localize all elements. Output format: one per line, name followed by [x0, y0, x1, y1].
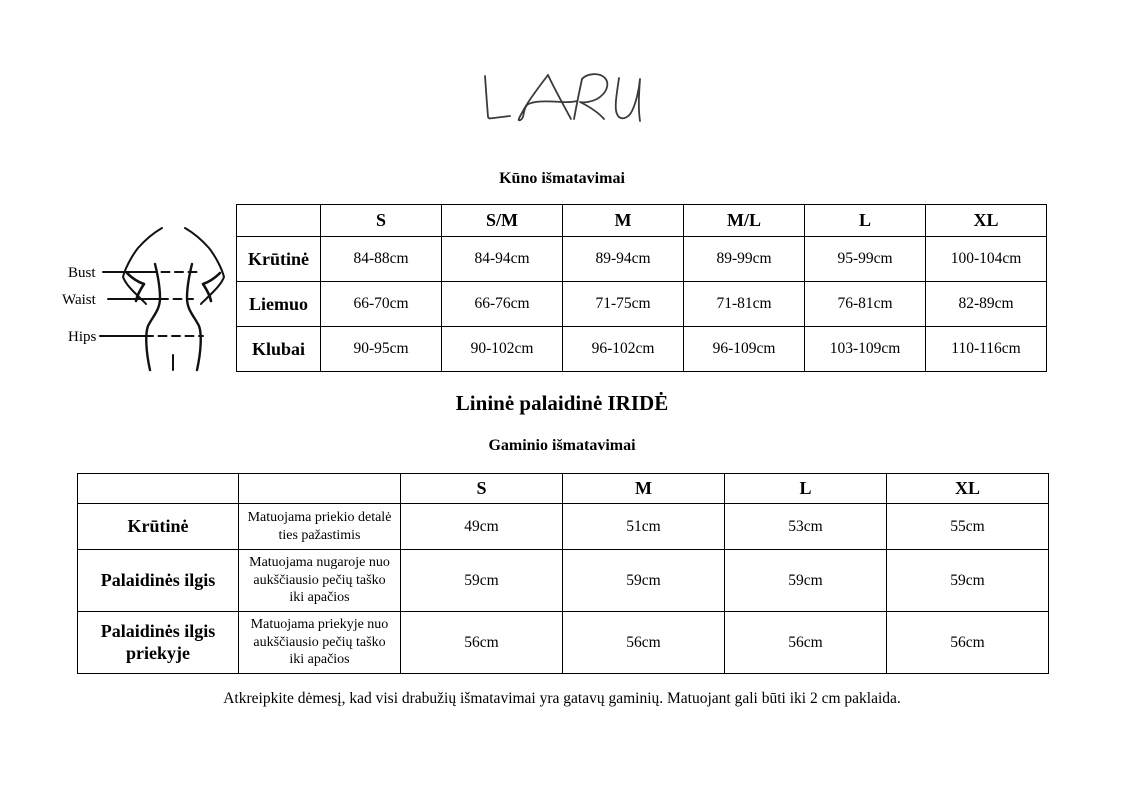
measurement-cell: 59cm: [401, 550, 563, 612]
product-title: Lininė palaidinė IRIDĖ: [455, 391, 669, 415]
body-measurements-table: [236, 204, 1047, 372]
logo-letter-a-leg: [548, 75, 571, 119]
measurement-cell: 90-95cm: [321, 327, 442, 372]
row-label-palaidines-ilgis-priekyje: Palaidinės ilgis priekyje: [78, 612, 239, 674]
measurement-cell: 59cm: [725, 550, 887, 612]
logo-letter-l: [485, 76, 510, 118]
measurement-cell: 89-94cm: [563, 237, 684, 282]
measurement-cell: 66-70cm: [321, 282, 442, 327]
t1-col-header-l: L: [805, 205, 926, 237]
t2-col-header-l: L: [725, 474, 887, 504]
measurement-cell: 66-76cm: [442, 282, 563, 327]
measurement-cell: 90-102cm: [442, 327, 563, 372]
measurement-cell: 103-109cm: [805, 327, 926, 372]
measurement-cell: 71-75cm: [563, 282, 684, 327]
description-cell: Matuojama priekio detalė ties pažastimis: [239, 504, 401, 550]
row-label-krutine: Krūtinė: [237, 237, 321, 282]
t2-header-row: [78, 474, 1049, 504]
t1-col-header-xl: XL: [926, 205, 1047, 237]
measurement-cell: 59cm: [887, 550, 1049, 612]
figure-left-torso: [146, 264, 160, 370]
row-label-palaidines-ilgis: Palaidinės ilgis: [78, 550, 239, 612]
t2-corner-cell-2: [239, 474, 401, 504]
measurement-cell: 56cm: [563, 612, 725, 674]
logo-letter-u: [616, 78, 640, 121]
measurement-cell: 84-88cm: [321, 237, 442, 282]
t1-col-header-s: S: [321, 205, 442, 237]
measurement-cell: 56cm: [887, 612, 1049, 674]
logo-letter-r: [574, 79, 582, 119]
t2-corner-cell-1: [78, 474, 239, 504]
measurement-cell: 56cm: [401, 612, 563, 674]
t1-corner-cell: [237, 205, 321, 237]
t1-col-header-sm: S/M: [442, 205, 563, 237]
measurement-cell: 82-89cm: [926, 282, 1047, 327]
measurement-cell: 95-99cm: [805, 237, 926, 282]
measurement-cell: 49cm: [401, 504, 563, 550]
t2-col-header-xl: XL: [887, 474, 1049, 504]
measurement-cell: 59cm: [563, 550, 725, 612]
measurement-cell: 100-104cm: [926, 237, 1047, 282]
bust-label: Bust: [68, 265, 96, 281]
measurement-cell: 56cm: [725, 612, 887, 674]
measurement-cell: 110-116cm: [926, 327, 1047, 372]
table-row: [78, 504, 1049, 550]
table-row: [237, 282, 1047, 327]
measurement-cell: 76-81cm: [805, 282, 926, 327]
table-row: [78, 550, 1049, 612]
table-row: [78, 612, 1049, 674]
measurement-cell: 89-99cm: [684, 237, 805, 282]
t2-col-header-s: S: [401, 474, 563, 504]
measurement-cell: 96-109cm: [684, 327, 805, 372]
description-cell: Matuojama priekyje nuo aukščiausio pečių taško iki apačios: [239, 612, 401, 674]
t1-col-header-ml: M/L: [684, 205, 805, 237]
measurement-cell: 71-81cm: [684, 282, 805, 327]
t1-header-row: [237, 205, 1047, 237]
product-measurements-heading: Gaminio išmatavimai: [488, 437, 636, 454]
measurement-cell: 84-94cm: [442, 237, 563, 282]
row-label-krutine: Krūtinė: [78, 504, 239, 550]
t2-col-header-m: M: [563, 474, 725, 504]
t1-col-header-m: M: [563, 205, 684, 237]
logo-letter-r-loop: [580, 74, 607, 119]
waist-label: Waist: [62, 292, 96, 308]
table-row: [237, 327, 1047, 372]
table-row: [237, 237, 1047, 282]
body-measurements-heading: Kūno išmatavimai: [499, 170, 625, 187]
measurement-cell: 55cm: [887, 504, 1049, 550]
measurement-cell: 96-102cm: [563, 327, 684, 372]
figure-right-torso: [187, 264, 201, 370]
hips-label: Hips: [68, 329, 97, 345]
brand-logo: [467, 58, 657, 133]
measurement-cell: 53cm: [725, 504, 887, 550]
description-cell: Matuojama nugaroje nuo aukščiausio pečių taško iki apačios: [239, 550, 401, 612]
row-label-liemuo: Liemuo: [237, 282, 321, 327]
footer-note: Atkreipkite dėmesį, kad visi drabužių išmatavimai yra gatavų gaminių. Matuojant gali būti iki 2 cm paklaida.: [223, 690, 901, 707]
product-measurements-table: [77, 473, 1049, 674]
measurement-cell: 51cm: [563, 504, 725, 550]
body-diagram: [50, 222, 240, 380]
row-label-klubai: Klubai: [237, 327, 321, 372]
